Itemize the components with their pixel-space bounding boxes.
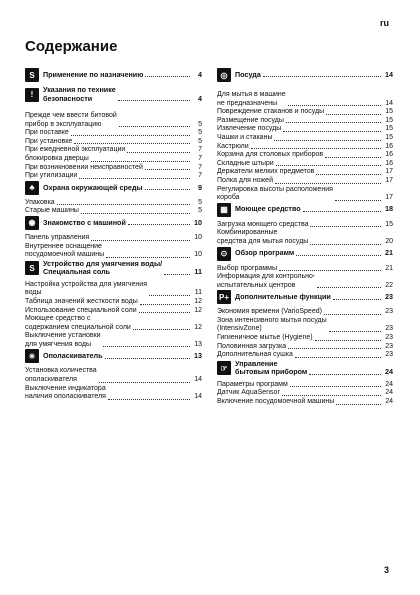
toc-page-number: 12: [194, 323, 202, 331]
toc-entry[interactable]: [217, 398, 393, 407]
dot-leader: [326, 114, 381, 115]
language-code: ru: [380, 18, 389, 28]
environment-leaf-icon: ♣: [25, 181, 39, 195]
toc-page-number: 11: [194, 267, 202, 277]
dishes-plate-icon: ◎: [217, 68, 231, 82]
toc-label: Размещение посуды: [217, 116, 284, 124]
toc-label: Повреждение стаканов и посуды: [217, 108, 325, 116]
toc-page-number: 21: [385, 248, 393, 258]
dot-leader: [74, 143, 190, 144]
toc-label: Установка количества ополаскивателя: [25, 367, 97, 384]
toc-page-number: 7: [198, 172, 202, 180]
page-title: Содержание: [25, 38, 118, 55]
program-overview-icon: ⊙: [217, 247, 231, 261]
toc-section-heading[interactable]: [25, 216, 202, 230]
toc-label: Знакомство с машиной: [43, 217, 126, 227]
toc-entry[interactable]: [217, 381, 393, 390]
toc-section-heading[interactable]: [217, 68, 393, 82]
dot-leader: [290, 386, 381, 387]
dot-leader: [282, 395, 381, 396]
toc-entry[interactable]: [217, 343, 393, 352]
toc-label: Выбор программы: [217, 264, 278, 272]
dot-leader: [317, 287, 381, 288]
dot-leader: [103, 346, 190, 347]
toc-entry[interactable]: [217, 186, 393, 203]
toc-label: Посуда: [235, 69, 261, 79]
toc-page-number: 23: [385, 292, 393, 302]
dot-leader: [106, 257, 190, 258]
toc-label: Информация для контрольно- испытательных центров: [217, 273, 316, 289]
dot-leader: [296, 255, 381, 256]
toc-label: При поставке: [25, 129, 69, 137]
toc-page-number: 11: [194, 289, 202, 297]
toc-page-number: 14: [385, 99, 393, 107]
toc-label: Извлечение посуды: [217, 125, 282, 133]
toc-page-number: 15: [385, 133, 393, 141]
eye-icon: ◉: [25, 216, 39, 230]
toc-page-number: 24: [385, 380, 393, 388]
dot-leader: [105, 358, 190, 359]
toc-entry[interactable]: [217, 125, 393, 134]
toc-page-number: 23: [385, 308, 393, 316]
toc-page-number: 21: [385, 264, 393, 272]
toc-page-number: 15: [385, 108, 393, 116]
toc-label: Регулировка высоты расположения короба: [217, 185, 333, 202]
toc-label: Загрузка моющего средства: [217, 220, 309, 228]
dot-leader: [108, 399, 190, 400]
dot-leader: [57, 204, 190, 205]
toc-label: Охрана окружающей среды: [43, 182, 143, 192]
toc-entry[interactable]: [25, 207, 202, 216]
toc-label: Половинная загрузка: [217, 342, 287, 350]
dot-leader: [288, 105, 381, 106]
toc-label: Чашки и стаканы: [217, 133, 273, 141]
toc-page-number: 24: [385, 389, 393, 397]
toc-label: Кастрюли: [217, 142, 249, 150]
toc-entry[interactable]: [25, 164, 202, 173]
toc-section-heading[interactable]: [217, 247, 393, 261]
toc-page-number: 16: [385, 142, 393, 150]
toc-label: При ежедневной эксплуатации: [25, 146, 126, 154]
toc-entry[interactable]: [217, 308, 393, 317]
toc-entry[interactable]: [25, 234, 202, 243]
toc-label: Для мытья в машине не предназначены: [217, 91, 286, 107]
toc-page-number: 23: [385, 325, 393, 333]
dot-leader: [128, 224, 190, 225]
toc-page-number: 15: [385, 116, 393, 124]
section-text: [43, 260, 202, 277]
toc-label: Дополнительная сушка: [217, 351, 293, 359]
rinse-aid-sparkle-icon: ✳: [25, 349, 39, 363]
toc-page-number: 17: [385, 176, 393, 184]
toc-entry[interactable]: [217, 108, 393, 117]
toc-section-heading[interactable]: [25, 260, 202, 277]
toc-page-number: 17: [385, 168, 393, 176]
toc-label: Использование специальной соли: [25, 306, 137, 314]
toc-entry[interactable]: [217, 334, 393, 343]
dot-leader: [263, 76, 381, 77]
dot-leader: [79, 178, 190, 179]
toc-entry[interactable]: [217, 168, 393, 177]
dot-leader: [81, 213, 190, 214]
toc-page-number: 14: [194, 376, 202, 384]
toc-page-number: 7: [198, 146, 202, 154]
toc-right-column: [217, 68, 393, 407]
toc-page-number: 14: [194, 393, 202, 401]
toc-label: Старые машины: [25, 207, 79, 215]
toc-entry[interactable]: [217, 265, 393, 274]
toc-label: Упаковка: [25, 198, 55, 206]
toc-page-number: 24: [385, 398, 393, 406]
toc-label: Датчик AquaSensor: [217, 389, 280, 397]
toc-page-number: 23: [385, 351, 393, 359]
toc-page-number: 10: [194, 251, 202, 259]
toc-label: Управление бытовым прибором: [235, 358, 308, 377]
toc-label: Применение по назначению: [43, 69, 144, 79]
dot-leader: [118, 100, 190, 101]
toc-entry[interactable]: [217, 273, 393, 290]
toc-entry[interactable]: [217, 177, 393, 186]
book-instructions-icon: S: [25, 68, 39, 82]
toc-entry[interactable]: [25, 332, 202, 349]
operating-hand-icon: ☞: [217, 361, 231, 375]
toc-label: Прежде чем ввести битовой прибор в эксплуатацию: [25, 112, 117, 128]
toc-entry[interactable]: [217, 389, 393, 398]
toc-entry[interactable]: [217, 229, 393, 246]
toc-page-number: 5: [198, 120, 202, 128]
dot-leader: [274, 140, 381, 141]
toc-label: При утилизации: [25, 172, 78, 180]
toc-label: Параметры программ: [217, 380, 288, 388]
section-text: [43, 219, 202, 228]
toc-entry[interactable]: [217, 134, 393, 143]
dot-leader: [140, 304, 190, 305]
toc-entry[interactable]: [25, 385, 202, 402]
section-text: [43, 86, 202, 103]
toc-entry[interactable]: [217, 151, 393, 160]
dot-leader: [276, 165, 381, 166]
toc-entry[interactable]: [217, 143, 393, 152]
toc-page-number: 7: [198, 154, 202, 162]
toc-entry[interactable]: [25, 172, 202, 181]
toc-page-number: 5: [198, 129, 202, 137]
toc-label: При установке: [25, 137, 73, 145]
dot-leader: [315, 340, 381, 341]
dot-leader: [310, 226, 381, 227]
toc-section-heading[interactable]: [25, 181, 202, 195]
dot-leader: [119, 126, 190, 127]
toc-entry[interactable]: [25, 129, 202, 138]
toc-section-heading[interactable]: [217, 360, 393, 377]
section-text: [235, 249, 393, 258]
toc-label: Обзор программ: [235, 248, 295, 258]
section-text: [43, 71, 202, 80]
toc-entry[interactable]: [25, 243, 202, 260]
toc-page-number: 5: [198, 137, 202, 145]
toc-page-number: 4: [198, 93, 202, 103]
toc-label: Дополнительные функции: [235, 292, 331, 302]
water-softener-icon: S: [25, 261, 39, 275]
toc-page-number: 9: [198, 182, 202, 192]
toc-label: Ополаскиватель: [43, 351, 103, 361]
toc-page-number: 14: [385, 69, 393, 79]
dot-leader: [91, 161, 190, 162]
toc-section-heading[interactable]: [25, 68, 202, 82]
toc-entry[interactable]: [25, 155, 202, 164]
toc-label: При возникновении неисправностей: [25, 163, 143, 171]
toc-label: блокировка дверцы: [25, 154, 89, 162]
toc-page-number: 18: [385, 204, 393, 214]
toc-entry[interactable]: [217, 160, 393, 169]
dot-leader: [99, 382, 190, 383]
toc-page-number: 5: [198, 198, 202, 206]
toc-label: Выключение установки для умягчения воды: [25, 332, 101, 348]
toc-section-heading[interactable]: [217, 203, 393, 217]
toc-page-number: 15: [385, 220, 393, 228]
dot-leader: [329, 331, 381, 332]
toc-section-heading[interactable]: [25, 349, 202, 363]
toc-label: Выключение индикатора наличия ополаскивателя: [25, 384, 106, 401]
toc-label: Комбинированные средства для мытья посуды: [217, 229, 309, 245]
dot-leader: [303, 211, 381, 212]
dot-leader: [316, 174, 381, 175]
detergent-icon: ▦: [217, 203, 231, 217]
dot-leader: [310, 244, 381, 245]
dot-leader: [145, 189, 190, 190]
page-number: 3: [384, 565, 390, 575]
toc-entry[interactable]: [217, 117, 393, 126]
dot-leader: [149, 295, 190, 296]
toc-page-number: 15: [385, 125, 393, 133]
toc-page-number: 16: [385, 151, 393, 159]
section-text: [235, 360, 393, 377]
dot-leader: [251, 148, 381, 149]
dot-leader: [325, 157, 381, 158]
toc-entry[interactable]: [25, 298, 202, 307]
toc-label: Устройство для умягчения воды/ Специальная соль: [43, 258, 163, 277]
dot-leader: [91, 240, 190, 241]
additional-functions-icon: P+: [217, 290, 231, 304]
toc-page-number: 13: [194, 351, 202, 361]
toc-page-number: 20: [385, 237, 393, 245]
dot-leader: [309, 374, 381, 375]
section-text: [43, 184, 202, 193]
toc-label: Моющее средство: [235, 204, 301, 214]
section-text: [235, 205, 393, 214]
toc-label: Зона интенсивного мытья посуды (IntensivZone): [217, 316, 327, 333]
toc-page-number: 23: [385, 342, 393, 350]
dot-leader: [139, 312, 190, 313]
toc-page-number: 5: [198, 207, 202, 215]
toc-page-number: 7: [198, 163, 202, 171]
section-text: [43, 352, 202, 361]
toc-label: Моющее средство с содержанием специальной соли: [25, 315, 131, 331]
section-text: [235, 293, 393, 302]
dot-leader: [286, 122, 381, 123]
dot-leader: [283, 131, 381, 132]
toc-label: Указания по технике безопасности: [43, 85, 116, 103]
toc-label: Полка для ножей: [217, 176, 273, 184]
warning-triangle-icon: !: [25, 88, 39, 102]
toc-page-number: 10: [194, 217, 202, 227]
toc-entry[interactable]: [217, 91, 393, 108]
toc-page-number: 4: [198, 69, 202, 79]
toc-label: Таблица значений жесткости воды: [25, 297, 138, 305]
dot-leader: [145, 76, 190, 77]
toc-page-number: 22: [385, 281, 393, 289]
toc-entry[interactable]: [25, 112, 202, 129]
dot-leader: [288, 348, 381, 349]
toc-page-number: 12: [194, 297, 202, 305]
toc-entry[interactable]: [25, 146, 202, 155]
section-text: [235, 71, 393, 80]
toc-entry[interactable]: [25, 281, 202, 298]
toc-label: Включение посудомоечной машины: [217, 398, 335, 406]
toc-page-number: 12: [194, 306, 202, 314]
toc-label: Настройка устройства для умягчения воды: [25, 280, 148, 297]
dot-leader: [336, 404, 381, 405]
toc-left-column: [25, 68, 202, 402]
dot-leader: [295, 357, 381, 358]
dot-leader: [71, 135, 190, 136]
toc-entry[interactable]: [25, 199, 202, 208]
dot-leader: [275, 183, 381, 184]
toc-label: Корзина для столовых приборов: [217, 151, 324, 159]
dot-leader: [335, 200, 381, 201]
toc-label: Экономия времени (VarioSpeed): [217, 308, 322, 316]
toc-page-number: 24: [385, 367, 393, 377]
toc-label: Панель управления: [25, 233, 90, 241]
dot-leader: [133, 329, 190, 330]
dot-leader: [333, 299, 381, 300]
toc-page-number: 16: [385, 159, 393, 167]
toc-page-number: 13: [194, 340, 202, 348]
toc-entry[interactable]: [25, 367, 202, 384]
dot-leader: [324, 314, 381, 315]
dot-leader: [127, 152, 190, 153]
toc-page-number: 10: [194, 233, 202, 241]
dot-leader: [279, 270, 381, 271]
toc-page-number: 17: [385, 194, 393, 202]
toc-label: Складные штыри: [217, 159, 274, 167]
toc-section-heading[interactable]: [217, 290, 393, 304]
toc-entry[interactable]: [217, 317, 393, 334]
toc-entry[interactable]: [25, 315, 202, 332]
dot-leader: [145, 169, 190, 170]
toc-section-heading[interactable]: [25, 86, 202, 103]
toc-page-number: 23: [385, 334, 393, 342]
toc-label: Внутреннее оснащение посудомоечной машины: [25, 242, 105, 259]
dot-leader: [164, 274, 190, 275]
toc-label: Держатели мелких предметов: [217, 168, 315, 176]
toc-label: Гигиеничное мытье (Hygiene): [217, 334, 313, 342]
toc-entry[interactable]: [25, 307, 202, 316]
